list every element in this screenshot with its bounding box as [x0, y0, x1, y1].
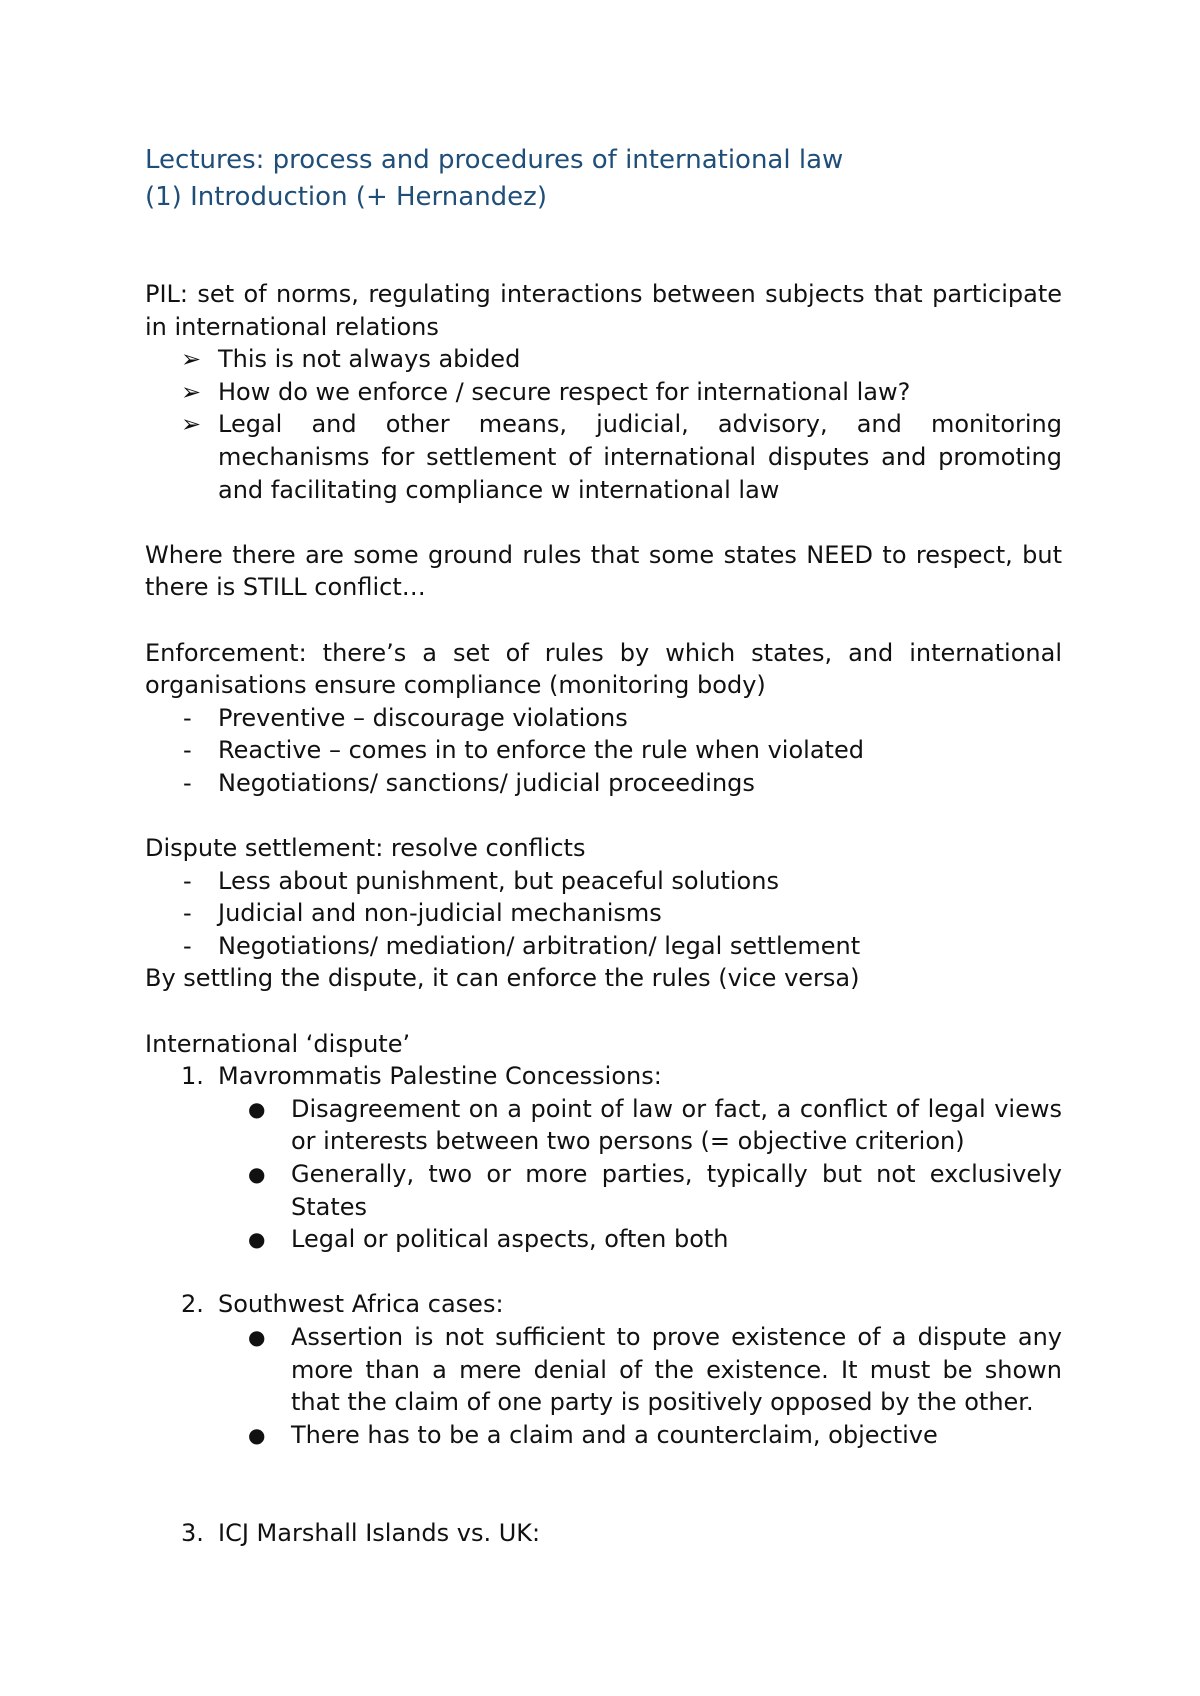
bullet-icon: ●: [248, 1162, 266, 1187]
list-item-text: Judicial and non-judicial mechanisms: [218, 899, 662, 928]
document-body: [145, 142, 1062, 1549]
list-item: [145, 1223, 1062, 1256]
case-item: [145, 1517, 1062, 1550]
case-item: [145, 1060, 1062, 1093]
heading-title: Lectures: process and procedures of international law: [145, 145, 844, 175]
bullet-icon: ●: [248, 1422, 266, 1447]
list-item: [145, 702, 1062, 735]
list-item-text: Generally, two or more parties, typically but not exclusively States: [291, 1160, 1062, 1221]
list-item: [145, 767, 1062, 800]
case-name: Southwest Africa cases:: [218, 1290, 504, 1319]
dash-bullet-icon: -: [183, 899, 192, 928]
dash-bullet-icon: -: [183, 931, 192, 960]
list-number: 3.: [181, 1518, 204, 1547]
list-item-text: Disagreement on a point of law or fact, a conflict of legal views or interests between two persons (= objective criterion): [291, 1094, 1062, 1156]
list-item: [145, 1419, 1062, 1452]
list-item: [145, 343, 1062, 376]
dash-bullet-icon: -: [183, 768, 192, 797]
arrow-bullet-icon: ➢: [181, 345, 202, 374]
list-item: [145, 376, 1062, 409]
list-item: [145, 734, 1062, 767]
list-item-text: Legal and other means, judicial, advisory, and monitoring mechanisms for settlement of international disputes and promoting and facilitating compliance w international law: [218, 410, 1062, 504]
dash-bullet-icon: -: [183, 703, 192, 732]
list-item-text: Preventive – discourage violations: [218, 703, 628, 732]
list-item-text: Assertion is not sufficient to prove existence of a dispute any more than a mere denial of the existence. It must be shown that the claim of one party is positively opposed by the other.: [291, 1323, 1062, 1417]
list-number: 1.: [181, 1062, 204, 1091]
heading-subtitle: (1) Introduction (+ Hernandez): [145, 182, 547, 212]
ground-rules-paragraph: Where there are some ground rules that some states NEED to respect, but there is STILL conflict…: [145, 540, 1062, 602]
dash-bullet-icon: -: [183, 736, 192, 765]
list-item: [145, 930, 1062, 963]
dash-bullet-icon: -: [183, 866, 192, 895]
list-item: [145, 408, 1062, 506]
list-item: [145, 1158, 1062, 1223]
document-heading: [145, 142, 1062, 216]
list-number: 2.: [181, 1290, 204, 1319]
list-item-text: Legal or political aspects, often both: [291, 1225, 729, 1254]
list-item-text: Negotiations/ sanctions/ judicial proceedings: [218, 768, 755, 797]
list-item: [145, 865, 1062, 898]
list-item: [145, 897, 1062, 930]
list-item-text: Reactive – comes in to enforce the rule when violated: [218, 736, 864, 765]
case-item: [145, 1288, 1062, 1321]
list-item: [145, 1321, 1062, 1419]
bullet-icon: ●: [248, 1096, 266, 1121]
international-dispute-title: International ‘dispute’: [145, 1029, 411, 1058]
arrow-bullet-icon: ➢: [181, 410, 202, 439]
list-item-text: How do we enforce / secure respect for international law?: [218, 377, 911, 406]
dispute-settlement-definition: Dispute settlement: resolve conflicts: [145, 834, 586, 863]
pil-definition: PIL: set of norms, regulating interactions between subjects that participate in international relations: [145, 280, 1062, 341]
case-name: ICJ Marshall Islands vs. UK:: [218, 1518, 541, 1547]
bullet-icon: ●: [248, 1227, 266, 1252]
list-item: [145, 1093, 1062, 1158]
dispute-settlement-closing: By settling the dispute, it can enforce the rules (vice versa): [145, 964, 860, 993]
bullet-icon: ●: [248, 1325, 266, 1349]
list-item-text: Negotiations/ mediation/ arbitration/ legal settlement: [218, 931, 861, 960]
arrow-bullet-icon: ➢: [181, 377, 202, 406]
case-name: Mavrommatis Palestine Concessions:: [218, 1062, 662, 1091]
list-item-text: There has to be a claim and a counterclaim, objective: [291, 1420, 938, 1449]
list-item-text: Less about punishment, but peaceful solutions: [218, 866, 779, 895]
list-item-text: This is not always abided: [218, 345, 521, 374]
enforcement-definition: Enforcement: there’s a set of rules by which states, and international organisations ensure compliance (monitoring body): [145, 638, 1062, 700]
